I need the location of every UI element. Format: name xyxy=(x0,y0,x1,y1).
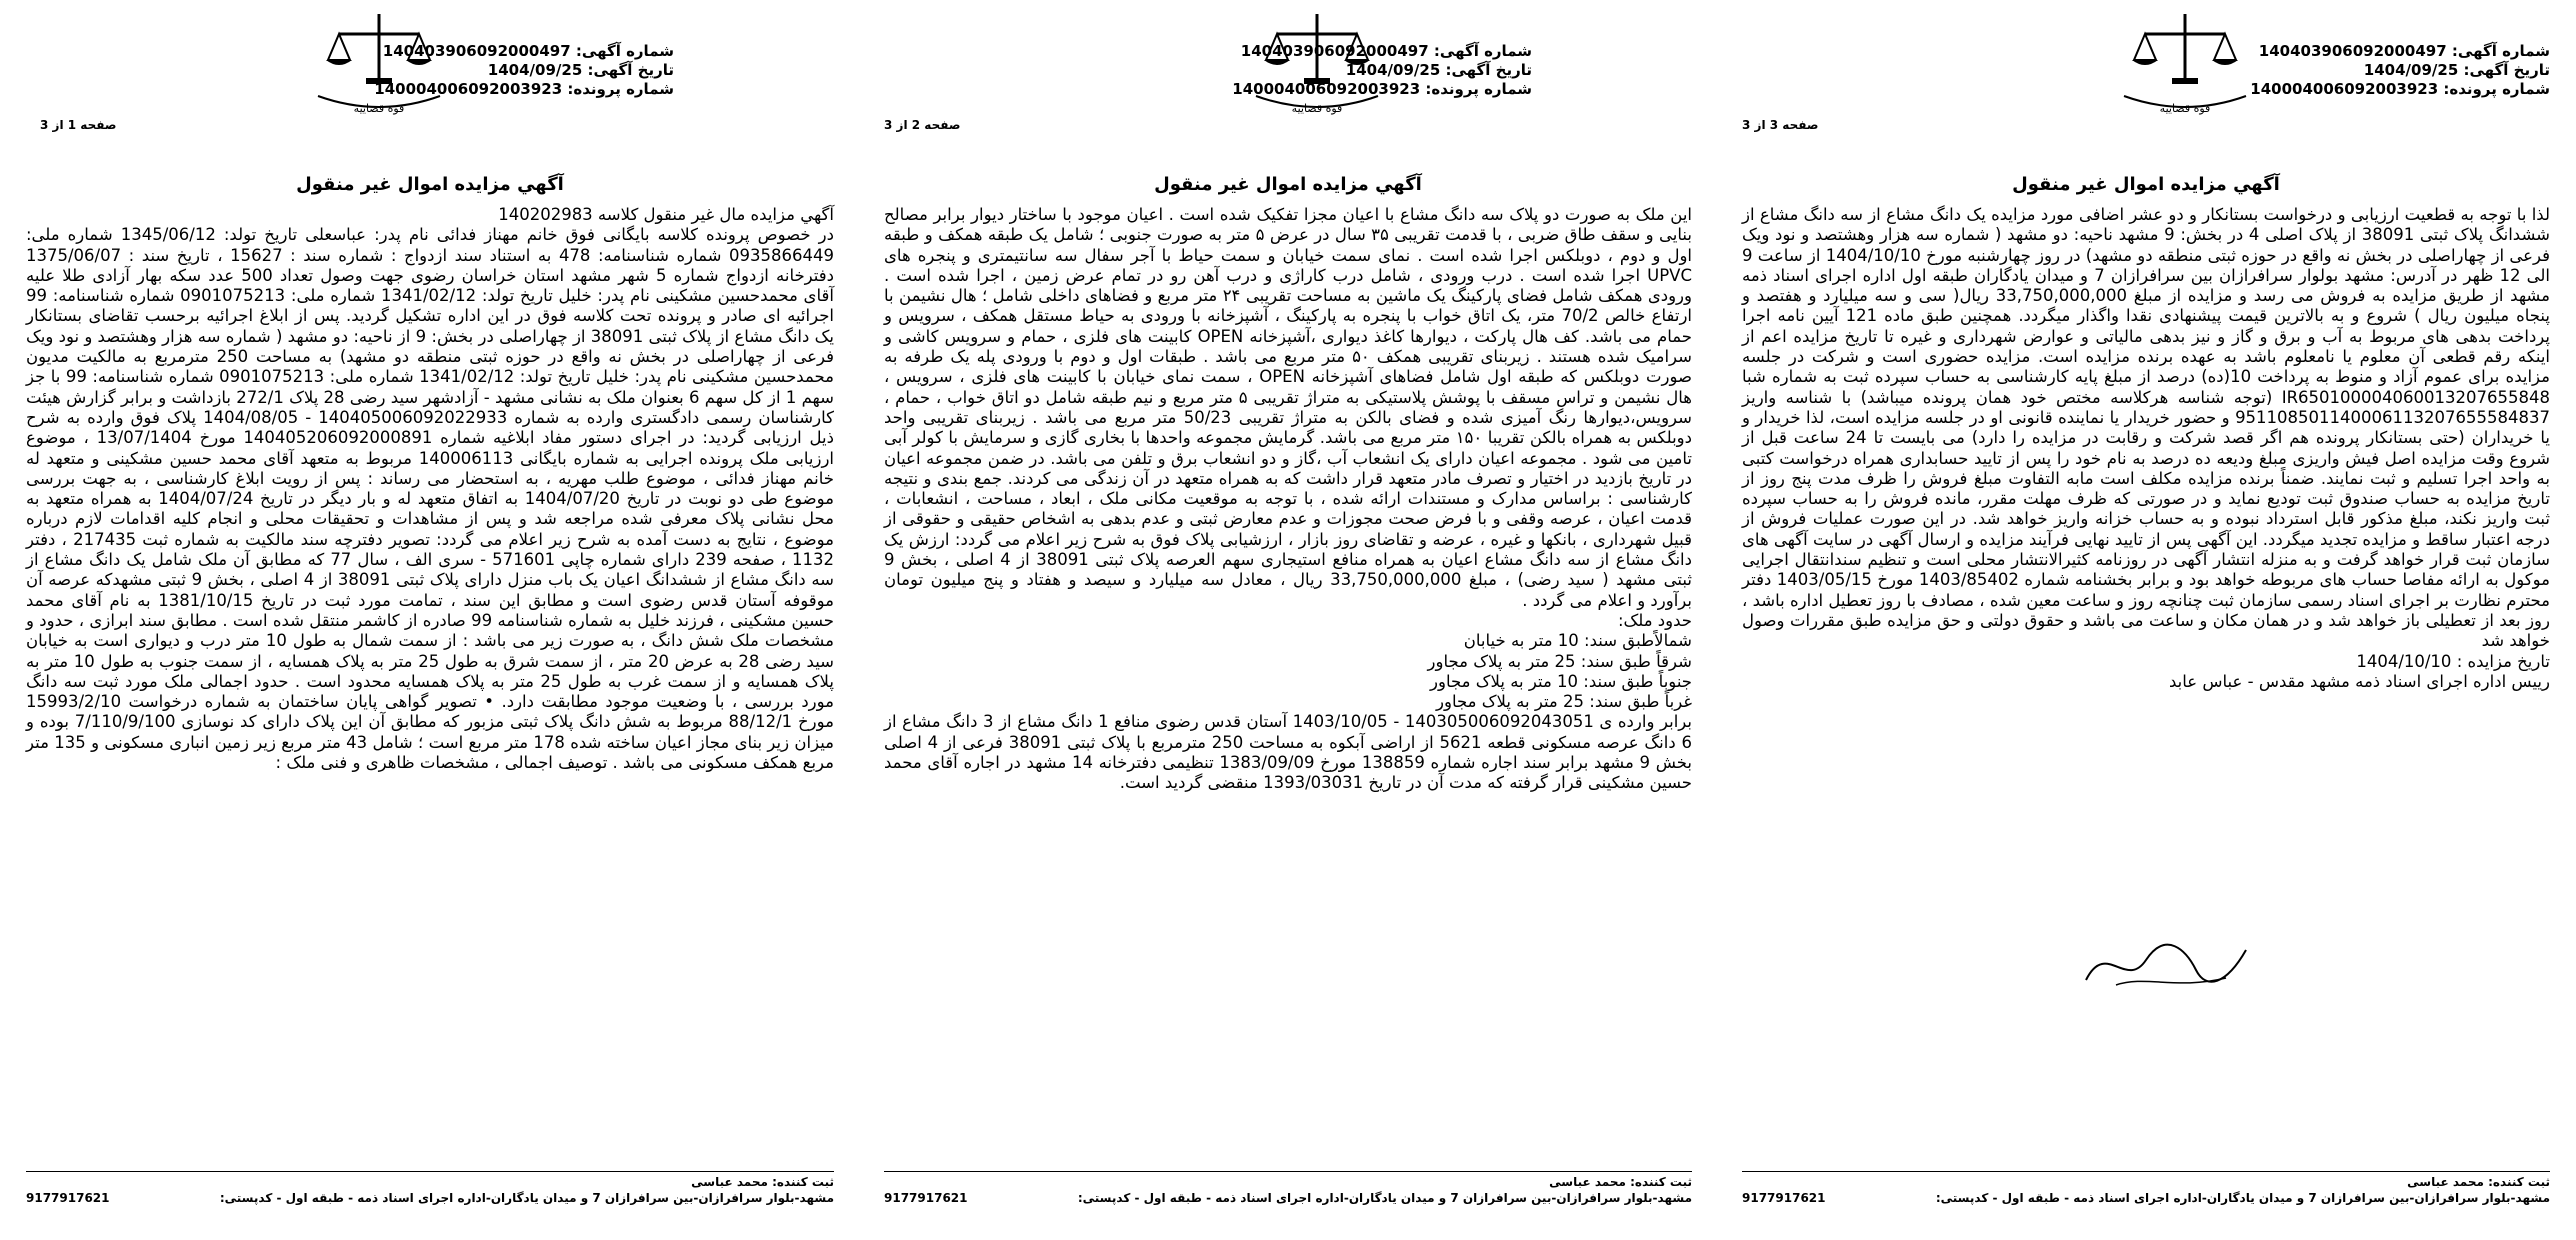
notice-title: آگهي مزايده اموال غير منقول xyxy=(2012,174,2280,195)
chief-signature-line: رييس اداره اجرای اسناد ذمه مشهد مقدس - عباس عابد xyxy=(2169,671,2550,691)
notice-title: آگهي مزايده اموال غير منقول xyxy=(1154,174,1422,195)
page-header xyxy=(884,0,1692,150)
notice-body: لذا با توجه به قطعيت ارزيابی و درخواست بستانكار و دو عشر اضافی مورد مزايده يک دانگ مشاع از سه دانگ مشاع از ششدانگ پلاک ثبتی 38091 از پلاک اصلی 4 در بخش: 9 مشهد ناحيه: دو مشهد ( شماره سه هزار وهشتصد و نود ويک فرعی از چهاراصلی در بخش نه واقع در حوزه ثبتی منطقه دو مشهد) در روز چهارشنبه مورخ 1404/10/10 از ساعت 9 الی 12 ظهر در آدرس: مشهد بولوار سرافرازان بين سرافرازان 7 و ميدان يادگاران طبقه اول اداره اجرای اسناد ذمه مشهد از طريق مزايده به فروش می رسد و مزايده از مبلغ 33,750,000,000 ريال( سی و سه ميليارد و هفتصد و پنجاه ميليون ريال ) شروع و به بالاترين قيمت پيشنهادی نقدا واگذار ميگردد. همچنين طبق ماده 121 آيين نامه اجرا پرداخت بدهی های مربوط به آب و برق و گاز و نيز بدهی مالياتی و عوارض شهرداری و غيره تا تاريخ مزايده اعم از اينكه رقم قطعی آن معلوم يا نامعلوم باشد به عهده برنده مزايده است. مزايده حضوری است و شرکت در جلسه مزايده برای عموم آزاد و منوط به پرداخت 10(ده) درصد از مبلغ پايه كارشناسی به حساب سپرده ثبت به شماره شبا IR650100004060013207655848 (توجه شناسه هرکلاسه مختص خود همان پرونده ميباشد) با شناسه واريز 951108501140006113207655584837 و حضور خريدار يا نماينده قانونی او در جلسه مزايده است، لذا خريدار و يا خريداران (حتی بستانكار پرونده هم اگر قصد شركت و رقابت در مزايده را دارد) می بايست تا 24 ساعت قبل از شروع وقت مزايده اصل فيش واريزی مبلغ وديعه ده درصد به نام خود را پس از تاييد حسابداری همراه درخواست كتبی به واحد اجرا تسليم و ثبت نمايند. ضمناً برنده مزايده مكلف است مابه التفاوت مبلغ فروش را ظرف مدت پنج روز از تاريخ مزايده به حساب صندوق ثبت توديع نمايد و در صورتی كه ظرف مهلت مقرر، مانده فروش را به حساب سپرده ثبت واريز نكند، مبلغ مذكور قابل استرداد نبوده و به حساب خزانه واريز خواهد شد. در اين صورت عمليات فروش از درجه اعتبار ساقط و مزايده تجديد ميگردد. اين آگهی پس از تاييد نهايی فرآيند مزايده و ارسال آگهی در سايت آگهی های سازمان ثبت قرار خواهد گرفت و به منزله انتشار آگهی در روزنامه كثيرالانتشار محلی است و تنظيم سندانتقال اجرايی موكول به ارائه مفاصا حساب های مربوطه خواهد بود و برابر بخشنامه شماره 1403/85402 مورخ 1403/05/15 دفتر محترم نظارت بر اجرای اسناد رسمی سازمان ثبت چنانچه روز و ساعت معين شده ، مصادف با روز تعطيل اداره باشد ، روز بعد از تعطيلی باز خواهد شد و در همان مكان و ساعت می باشد و حقوق دولتی و حق مزايده طبق مقررات وصول خواهد شد تاريخ مزايده : 1404/10/10 رييس اداره اجرای اسناد ذمه مشهد مقدس - عباس عابد xyxy=(1742,205,2551,691)
bound-line: غرباً طبق سند: 25 متر به پلاک مجاور xyxy=(1436,692,1692,712)
bound-line: جنوباً طبق سند: 10 متر به پلاک مجاور xyxy=(1430,671,1692,691)
svg-text:قوه قضاییه: قوه قضاییه xyxy=(2159,102,2211,115)
page-number: صفحه 1 از 3 xyxy=(40,118,117,132)
footer-address: ثبت كننده: محمد عباسی مشهد-بلوار سرافرازان-بين سرافرازان 7 و ميدان يادگاران-اداره اجرای اسناد ذمه - طبقه اول - كدپستی: 9177917621 xyxy=(26,1171,834,1206)
footer-address: ثبت كننده: محمد عباسی مشهد-بلوار سرافرازان-بين سرافرازان 7 و ميدان يادگاران-اداره اجرای اسناد ذمه - طبقه اول - كدپستی: 9177917621 xyxy=(1742,1171,2550,1206)
judiciary-emblem-icon xyxy=(2110,8,2260,120)
bound-line: شمالاًطبق سند: 10 متر به خيابان xyxy=(1463,631,1692,651)
notice-page-1 xyxy=(0,0,860,1240)
bound-line: شرقاً طبق سند: 25 متر به پلاک مجاور xyxy=(1427,651,1692,671)
ad-meta: شماره آگهی: 140403906092000497 تاریخ آگهی: 1404/09/25 شماره پرونده: 140004006092003923 xyxy=(1232,42,1532,98)
notice-body: آگهي مزايده مال غير منقول كلاسه 140202983 در خصوص پرونده كلاسه بايگانی فوق خانم مهناز فدائی نام پدر: عباسعلی تاريخ تولد: 1345/06/12 شماره ملی: 0935866449 شماره شناسنامه: 478 به استناد سند ازدواج : شماره سند : 15627 ، تاريخ سند : 1375/06/07 دفترخانه ازدواج شماره 5 شهر مشهد استان خراسان رضوی جهت وصول تعداد 500 عدد سكه بهار آزادی طلا عليه آقای محمدحسين مشكينی نام پدر: خليل تاريخ تولد: 1341/02/12 شماره ملی: 0901075213 شماره شناسنامه: 99 اجرائيه ای صادر و پرونده تحت كلاسه فوق در اين اداره تشكيل گرديد. پس از ابلاغ اجرائيه برحسب تقاضای بستانكار يک دانگ مشاع از پلاک ثبتی 38091 از چهاراصلی در بخش: 9 از ناحيه: دو مشهد ( شماره سه هزار وهشتصد و نود ويک فرعی از چهاراصلی در بخش نه واقع در حوزه ثبتی منطقه دو مشهد) به مساحت 250 مترمربع به مالكيت مديون محمدحسين مشكينی نام پدر: خليل تاريخ تولد: 1341/02/12 شماره ملی: 0901075213 شماره شناسنامه: 99 با جز سهم 1 از كل سهم 6 بعنوان ملک به نشانی مشهد - آزادشهر سيد رضی 28 پلاک 272/1 بازداشت و برابر گزارش هيئت كارشناسان رسمی دادگستری وارده به شماره 140405006092022933 - 1404/08/05 پلاک فوق وارده به شرح ذيل ارزيابی گرديد: در اجرای دستور مفاد ابلاغيه شماره 140405206092000891 مورخ 13/07/1404 ، موضوع ارزيابی ملک پرونده اجرايی به شماره بايگانی 140006113 مربوط به متعهد آقای محمد حسين مشكينی و متعهد له خانم مهناز فدائی ، موضوع طلب مهريه ، به استحضار می رساند : پس از رويت ابلاغ كارشناسی ، به جهت بررسی موضوع طی دو نوبت در تاريخ 1404/07/20 به اتفاق متعهد له و بار ديگر در تاريخ 1404/07/24 به همراه متعهد به محل نشانی پلاک معرفی شده مراجعه شد و پس از مشاهدات و تحقيقات محلی و انجام كليه اقدامات لازم درباره موضوع ، نتايج به دست آمده به شرح زير اعلام می گردد: تصوير دفترچه سند مالكيت به شماره ثبت 217435 ، دفتر 1132 ، صفحه 239 دارای شماره چاپی 571601 - سری الف ، سال 77 كه مطابق آن ملک شامل يک دانگ مشاع از سه دانگ مشاع از ششدانگ اعيان يک باب منزل دارای پلاک ثبتی 38091 از 4 اصلی ، بخش 9 ثبتی مشهدكه عرصه آن موقوفه آستان قدس رضوی است و مطابق اين سند ، تمامت مورد ثبت در تاريخ 1381/10/15 به نام آقای محمد حسين مشكينی ، فرزند خليل به شماره شناسنامه 99 صادره از كاشمر منتقل شده است . مطابق سند ابرازی ، حدود و مشخصات ملک شش دانگ ، به صورت زير می باشد : از سمت شمال به طول 10 متر درب و ديواری است به خيابان سيد رضی 28 به عرض 20 متر ، از سمت شرق به طول 25 متر به پلاک همسايه ، از سمت جنوب به طول 10 متر به پلاک همسايه و از سمت غرب به طول 25 متر به پلاک همسايه محدود است . حدود اجمالی ملک مورد ثبت سه دانگ مورد بررسی ، با وضعيت موجود مطابقت دارد. • تصوير گواهی پايان ساختمان به شماره درخواست 15993/2/10 مورخ 88/12/1 مربوط به شش دانگ پلاک ثبتی مزبور كه مطابق آن اين پلاک دارای كد نوسازی 7/110/9/100 بوده و ميزان زير بنای مجاز اعيان ساخته شده 178 متر مربع است ؛ شامل 43 متر مربع زير زمين انباری مسكونی و 135 متر مربع همكف مسكونی می باشد . توصيف اجمالی ، مشخصات ظاهری و فنی ملک : xyxy=(26,205,835,773)
notice-title: آگهي مزايده اموال غير منقول xyxy=(296,174,564,195)
page-header xyxy=(1742,0,2550,150)
handwritten-signature-icon xyxy=(2076,930,2256,1000)
case-line: آگهي مزايده مال غير منقول كلاسه 140202983 xyxy=(498,205,834,224)
ad-meta: شماره آگهی: 140403906092000497 تاریخ آگهی: 1404/09/25 شماره پرونده: 140004006092003923 xyxy=(2250,42,2550,98)
bounds-title: حدود ملک: xyxy=(1617,610,1692,630)
footer-address: ثبت كننده: محمد عباسی مشهد-بلوار سرافرازان-بين سرافرازان 7 و ميدان يادگاران-اداره اجرای اسناد ذمه - طبقه اول - كدپستی: 9177917621 xyxy=(884,1171,1692,1206)
notice-page-3 xyxy=(1716,0,2576,1240)
page-header xyxy=(26,0,834,150)
svg-text:قوه قضاییه: قوه قضاییه xyxy=(353,102,405,115)
svg-text:قوه قضاییه: قوه قضاییه xyxy=(1291,102,1343,115)
ad-meta: شماره آگهی: 140403906092000497 تاریخ آگهی: 1404/09/25 شماره پرونده: 140004006092003923 xyxy=(374,42,674,98)
page-number: صفحه 2 از 3 xyxy=(884,118,961,132)
page-number: صفحه 3 از 3 xyxy=(1742,118,1819,132)
notice-body: اين ملک به صورت دو پلاک سه دانگ مشاع با اعيان مجزا تفكيک شده است . اعيان موجود با ساختار ديوار برابر مصالح بنايی و سقف طاق ضربی ، با قدمت تقريبی ۳۵ سال در عرض ۵ متر به صورت جنوبی ؛ شامل يک طبقه همكف و طبقه اول و دوم ، دوبلكس اجرا شده است . نمای سمت خيابان و سمت حياط با آجر سفال سه سانتيمتری و پنجره های UPVC اجرا شده است . درب ورودی ، شامل درب كاراژی و درب آهن رو در تمام عرض زمين ، اجرا شده است . ورودی همكف شامل فضای پاركينگ يک ماشين به مساحت تقريبی ۲۴ متر مربع و فضاهای داخلی شامل ؛ هال نشيمن با ارتفاع خالص 70/2 متر، يک اتاق خواب با پنجره به پاركينگ ، آشپزخانه با ورودی به حياط مستقل همكف ، سرويس و حمام می باشد. كف هال پاركت ، ديوارها كاغذ ديواری ،آشپزخانه OPEN كابينت های فلزی ، حمام و سرويس كاشی و سراميک شده هستند . زيربنای تقريبی همكف ۵۰ متر مربع می باشد . طبقات اول و دوم با ورودی پله يک طرفه به صورت دوبلكس كه طبقه اول شامل فضاهای آشپزخانه OPEN ، سمت نمای خيابان با كابينت های فلزی ، سرويس ، هال نشيمن و تراس مسقف با پوشش پلاستيكی به متراژ تقريبی ۵ متر مربع و نيم طبقه شامل دو اتاق خواب ، حمام ، سرويس،ديوارها رنگ آميزی شده و فضای بالكن به متراژ تقريبی 50/23 متر مربع می باشد . زيربنای تقريبی واحد دوبلكس به همراه بالكن تقريبا ۱۵۰ متر مربع می باشد. گرمايش مجموعه واحدها با بخاری گازی و سرمايش با كولر آبی تامين می شود . مجموعه اعيان دارای يک انشعاب آب ،گاز و دو انشعاب برق و تلفن می باشد. در ضمن مجموعه اعيان در تاريخ بازديد در اختيار و تصرف مادر متعهد قرار داشت كه به همراه متعهد در آن زندگی می كردند. جمع بندی و نتيجه كارشناسی : براساس مدارک و مستندات ارائه شده ، با توجه به موقعيت مكانی ملک ، ابعاد ، مساحت ، انشعابات ، قدمت اعيان ، عرصه وقفی و با فرض صحت مجوزات و عدم معارض ثبتی و عدم بدهی به اشخاص حقيقی و حقوقی از قبيل شهرداری ، بانكها و غيره ، عرضه و تقاضای روز بازار ، ارزشيابی پلاک فوق به شرح زير اعلام می گردد: ارزش يک دانگ مشاع از سه دانگ مشاع اعيان به همراه منافع استيجاری سهم العرصه پلاک ثبتی 38091 از 4 اصلی ، بخش 9 ثبتی مشهد ( سيد رضی) ، مبلغ 33,750,000,000 ريال ، معادل سه ميليارد و سيصد و هفتاد و پنج ميليون تومان برآورد و اعلام می گردد . حدود ملک: شمالاًطبق سند: 10 متر به خيابان شرقاً طبق سند: 25 متر به پلاک مجاور جنوباً طبق سند: 10 متر به پلاک مجاور غرباً طبق سند: 25 متر به پلاک مجاور برابر وارده ی 140305006092043051 - 1403/10/05 آستان قدس رضوی منافع 1 دانگ مشاع از 3 دانگ مشاع از 6 دانگ عرصه مسكونی قطعه 5621 از اراضی آبكوه به مساحت 250 مترمربع با پلاک ثبتی 38091 فرعی از 4 اصلی بخش 9 مشهد برابر سند اجاره شماره 138859 مورخ 1383/09/09 تنظيمی دفترخانه 14 مشهد در اجاره آقای محمد حسين مشكينی قرار گرفته كه مدت آن در تاريخ 1393/03031 منقضی گرديد است. xyxy=(884,205,1692,793)
notice-page-2 xyxy=(858,0,1718,1240)
